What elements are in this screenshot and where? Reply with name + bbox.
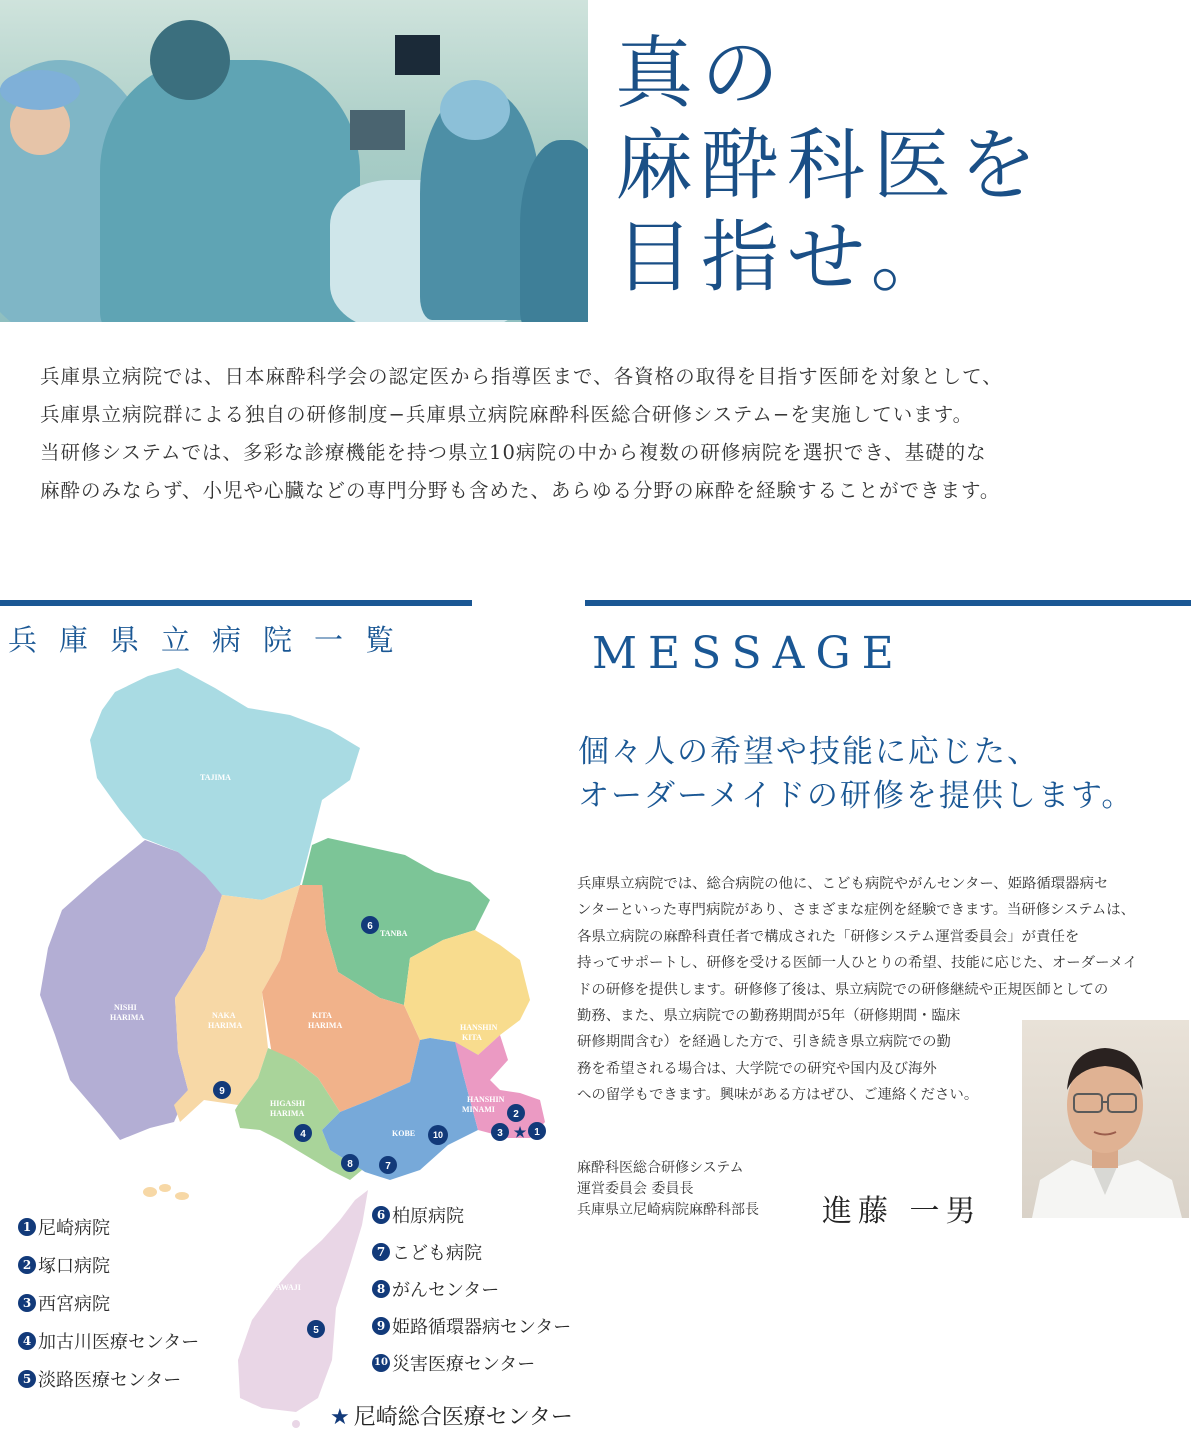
region-awaji [238,1190,368,1412]
signature-line: 運営委員会 委員長 [577,1181,694,1197]
legend-label: 尼崎病院 [38,1218,110,1239]
region-label: NAKA [212,1011,236,1020]
hospital-marker-7[interactable] [379,1156,397,1174]
legend-item-4[interactable] [18,1328,199,1354]
message-lead-line: オーダーメイドの研修を提供します。 [578,778,1135,814]
legend-item-10[interactable] [372,1350,535,1376]
intro-line: 当研修システムでは、多彩な診療機能を持つ県立10病院の中から複数の研修病院を選択でき、基礎的な [40,441,987,464]
region-label: KOBE [392,1129,416,1138]
section-divider-left [0,600,472,606]
region-label: HARIMA [270,1109,305,1118]
hospital-marker-5[interactable] [307,1320,325,1338]
svg-text:6: 6 [367,921,373,932]
legend-item-6[interactable] [372,1202,464,1228]
region-label: HARIMA [208,1021,243,1030]
legend-label: 姫路循環器病センター [392,1317,572,1338]
legend-item-star[interactable] [330,1400,573,1431]
message-body-line: 研修期間含む）を経過した方で、引き続き県立病院での勤 [577,1034,951,1051]
legend-number-badge: 8 [372,1280,390,1298]
section-divider-right [585,600,1191,606]
legend-label: こども病院 [392,1243,482,1264]
message-body-line: 各県立病院の麻酔科責任者で構成された「研修システム運営委員会」が責任を [577,928,1080,945]
svg-text:10: 10 [432,1130,444,1140]
island [292,1420,300,1428]
region-label: KITA [312,1011,332,1020]
svg-text:2: 2 [513,1109,519,1120]
svg-text:1: 1 [534,1127,540,1138]
svg-text:5: 5 [313,1325,319,1336]
message-body-line: 持ってサポートし、研修を受ける医師一人ひとりの希望、技能に応じた、オーダーメイ [577,955,1138,972]
region-label: NISHI [114,1003,137,1012]
message-body-line: 務を希望される場合は、大学院での研究や国内及び海外 [577,1060,937,1077]
legend-label: がんセンター [392,1280,500,1301]
message-body-line: ンターといった専門病院があり、さまざまな症例を経験できます。当研修システムは、 [577,902,1136,919]
legend-label: 柏原病院 [392,1206,464,1227]
island [143,1187,157,1197]
island [175,1192,189,1200]
region-label: HANSHIN [467,1095,505,1104]
legend-number-badge: 7 [372,1243,390,1261]
hero-photo [0,0,588,322]
legend-label: 加古川医療センター [38,1332,200,1353]
signature-block [577,1158,759,1221]
intro-line: 麻酔のみならず、小児や心臓などの専門分野も含めた、あらゆる分野の麻酔を経験することができます。 [40,479,1001,502]
hospital-marker-8[interactable] [341,1154,359,1172]
hospital-marker-9[interactable] [213,1081,231,1099]
svg-text:8: 8 [347,1159,353,1170]
legend-number-badge: 2 [18,1256,36,1274]
region-label: AWAJI [276,1283,301,1292]
hero-title-line: 真の [615,29,788,119]
region-label: HARIMA [110,1013,145,1022]
legend-item-9[interactable] [372,1313,571,1339]
legend-item-8[interactable] [372,1276,499,1302]
intro-paragraph [40,358,1160,510]
region-label: HANSHIN [460,1023,498,1032]
star-icon: ★ [330,1405,350,1430]
legend-number-badge: 4 [18,1332,36,1350]
hospital-list-title: 兵庫県立病院一覧 [8,623,417,657]
svg-text:9: 9 [219,1086,225,1097]
legend-item-2[interactable] [18,1252,110,1278]
region-label: HIGASHI [270,1099,306,1108]
hospital-marker-10[interactable] [428,1125,448,1145]
legend-number-badge: 5 [18,1370,36,1388]
hero-title-line: 麻酔科医を [615,121,1046,211]
region-label: KITA [462,1033,482,1042]
hospital-marker-2[interactable] [507,1104,525,1122]
message-body-line: への留学もできます。興味がある方はぜひ、ご連絡ください。 [577,1087,979,1104]
legend-number-badge: 9 [372,1317,390,1335]
legend-number-badge: 1 [18,1218,36,1236]
message-body-line: ドの研修を提供します。研修修了後は、県立病院での研修継続や正規医師としての [577,981,1109,998]
portrait-photo [1022,1020,1189,1218]
legend-item-5[interactable] [18,1366,181,1392]
legend-label: 災害医療センター [392,1354,536,1375]
hero-title [615,28,1175,304]
region-label: HARIMA [308,1021,343,1030]
legend-label: 淡路医療センター [38,1370,182,1391]
legend-label: 西宮病院 [38,1294,110,1315]
region-label: TANBA [380,929,408,938]
signature-name: 進藤 一男 [822,1194,982,1229]
signature-line: 麻酔科医総合研修システム [577,1160,744,1176]
hospital-marker-4[interactable] [294,1124,312,1142]
message-lead-line: 個々人の希望や技能に応じた、 [578,734,1040,770]
message-heading: MESSAGE [592,628,905,679]
intro-line: 兵庫県立病院群による独自の研修制度−兵庫県立病院麻酔科医総合研修システム−を実施しています。 [40,403,974,426]
legend-label: 尼崎総合医療センター [353,1405,573,1430]
svg-text:3: 3 [497,1128,503,1139]
message-body-line: 勤務、また、県立病院での勤務期間が5年（研修期間・臨床 [577,1008,961,1025]
hospital-marker-6[interactable] [361,916,379,934]
legend-item-1[interactable] [18,1214,110,1240]
intro-line: 兵庫県立病院では、日本麻酔科学会の認定医から指導医まで、各資格の取得を目指す医師を対象として、 [40,365,1003,388]
legend-number-badge: 3 [18,1294,36,1312]
svg-text:4: 4 [300,1129,306,1140]
island [159,1184,171,1192]
hero-title-line: 目指せ。 [615,213,957,303]
hospital-marker-3[interactable] [491,1123,509,1141]
signature-line: 兵庫県立尼崎病院麻酔科部長 [577,1202,759,1218]
star-marker[interactable]: ★ [513,1124,527,1140]
legend-item-7[interactable] [372,1239,482,1265]
region-label: MINAMI [462,1105,495,1114]
legend-item-3[interactable] [18,1290,110,1316]
legend-number-badge: 10 [372,1354,390,1372]
svg-text:7: 7 [385,1161,391,1172]
legend-label: 塚口病院 [38,1256,110,1277]
message-body-line: 兵庫県立病院では、総合病院の他に、こども病院やがんセンター、姫路循環器病セ [577,876,1109,892]
message-lead [578,730,1188,818]
hospital-marker-1[interactable] [528,1122,546,1140]
legend-number-badge: 6 [372,1206,390,1224]
region-label: TAJIMA [200,773,231,782]
